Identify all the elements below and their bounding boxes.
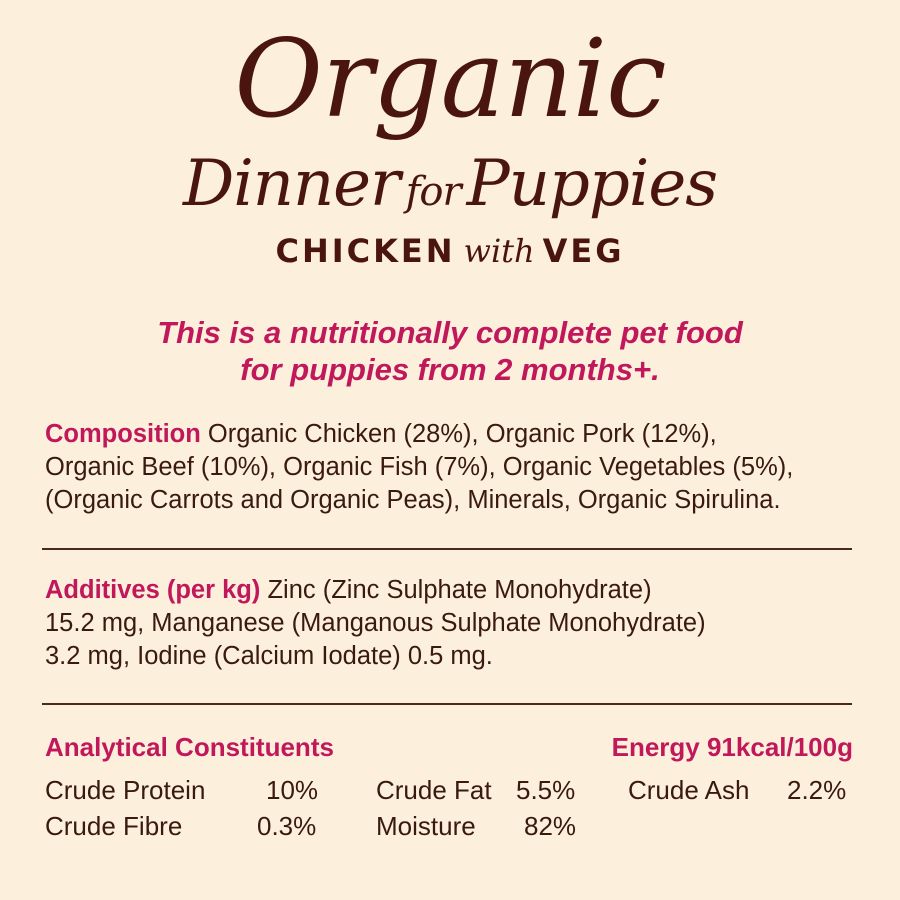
flavour-veg: VEG bbox=[542, 232, 625, 270]
flavour-chicken: CHICKEN bbox=[275, 232, 456, 270]
additives-section bbox=[45, 574, 860, 673]
additives-heading: Additives (per kg) bbox=[45, 576, 261, 604]
energy-value: Energy 91kcal/100g bbox=[611, 732, 853, 762]
moisture-label: Moisture bbox=[376, 811, 476, 841]
protein-label: Crude Protein bbox=[45, 775, 206, 805]
fibre-value: 0.3% bbox=[257, 811, 317, 841]
additives-line-1: Zinc (Zinc Sulphate Monohydrate) bbox=[267, 576, 652, 604]
ash-value: 2.2% bbox=[787, 775, 847, 805]
composition-heading: Composition bbox=[45, 420, 201, 448]
statement-line-2: for puppies from 2 months+. bbox=[240, 352, 660, 387]
composition-line-2: Organic Beef (10%), Organic Fish (7%), Organic Vegetables (5%), bbox=[45, 453, 794, 481]
moisture-value: 82% bbox=[524, 811, 577, 841]
composition-section bbox=[45, 418, 860, 517]
fibre-label: Crude Fibre bbox=[45, 811, 183, 841]
protein-value: 10% bbox=[266, 775, 319, 805]
brand-puppies: Puppies bbox=[466, 147, 718, 221]
brand-subtitle bbox=[0, 146, 900, 230]
flavour-line bbox=[0, 232, 900, 270]
composition-line-1: Organic Chicken (28%), Organic Pork (12%), bbox=[207, 420, 717, 448]
additives-line-2: 15.2 mg, Manganese (Manganous Sulphate Monohydrate) bbox=[45, 609, 706, 637]
brand-dinner: Dinner bbox=[182, 147, 400, 221]
flavour-with: with bbox=[463, 232, 535, 270]
ash-label: Crude Ash bbox=[628, 775, 750, 805]
complete-food-statement bbox=[60, 314, 840, 388]
analytical-heading: Analytical Constituents bbox=[45, 732, 334, 762]
fat-label: Crude Fat bbox=[376, 775, 492, 805]
brand-for: for bbox=[405, 169, 461, 215]
composition-line-3: (Organic Carrots and Organic Peas), Minerals, Organic Spirulina. bbox=[45, 486, 781, 514]
divider bbox=[42, 548, 852, 550]
brand-title: Organic bbox=[234, 17, 666, 142]
statement-line-1: This is a nutritionally complete pet food bbox=[157, 315, 743, 350]
divider bbox=[42, 703, 852, 705]
additives-line-3: 3.2 mg, Iodine (Calcium Iodate) 0.5 mg. bbox=[45, 642, 493, 670]
fat-value: 5.5% bbox=[516, 775, 576, 805]
